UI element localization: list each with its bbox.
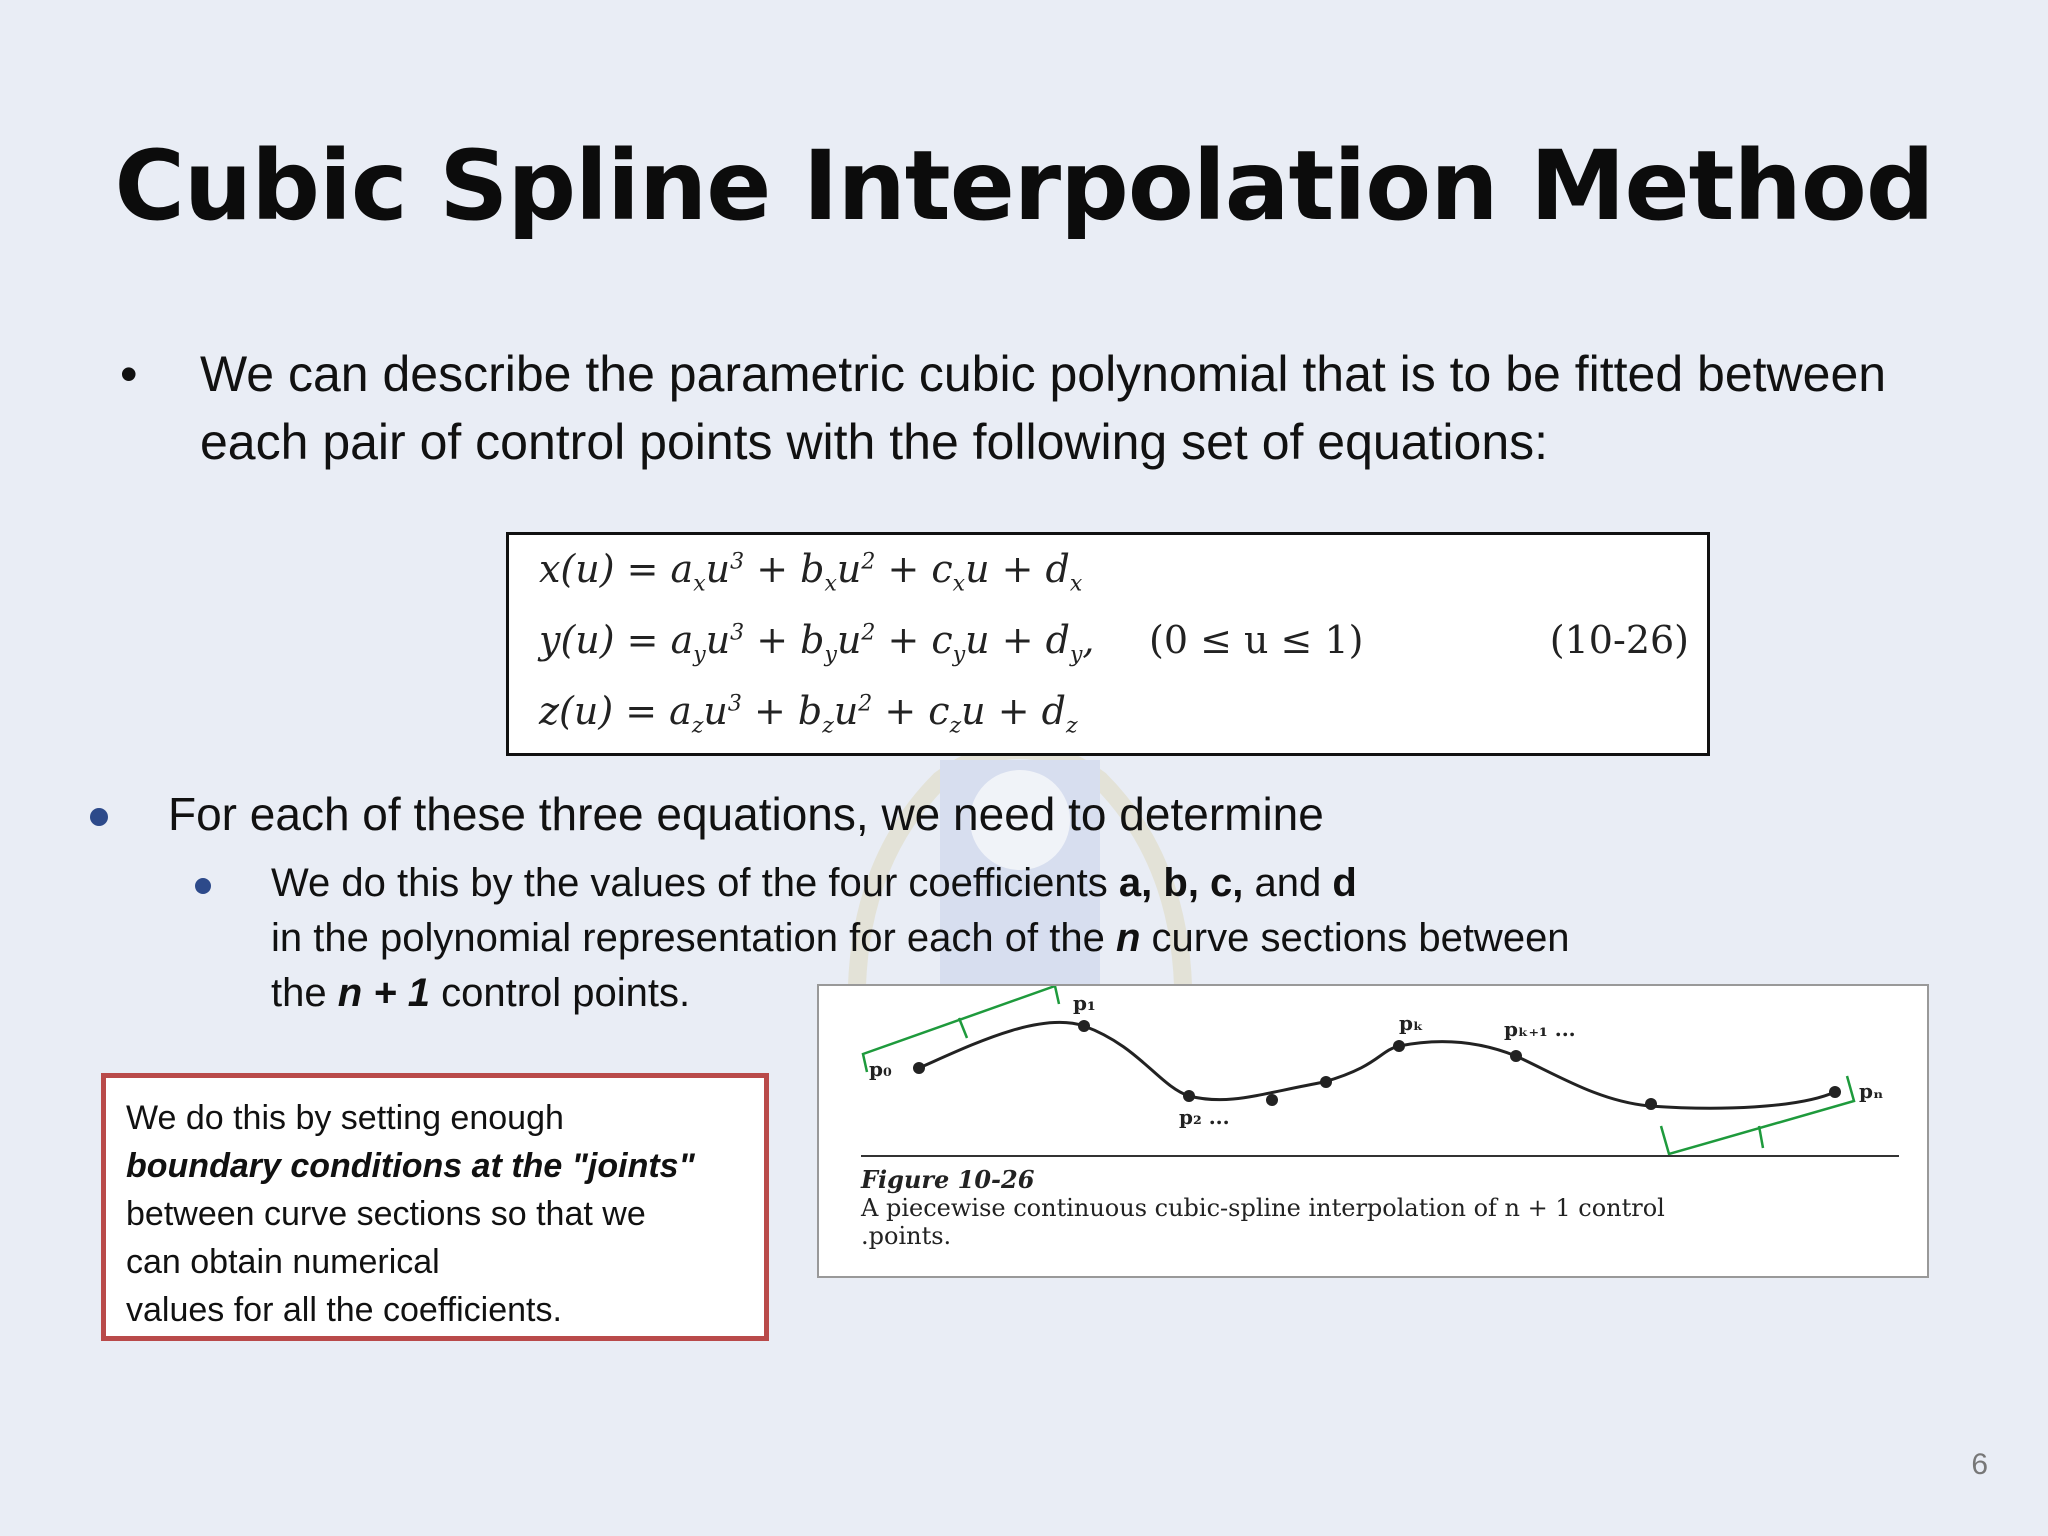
- boundary-note-box: [101, 1073, 769, 1341]
- note-line-3: between curve sections so that we: [126, 1195, 646, 1233]
- green-brace-end: [1661, 1076, 1854, 1154]
- equation-y: $y(u) = a_yu^3 + b_yu^2 + c_yu + d_y$,: [539, 618, 1095, 668]
- bullet-intro-text: We can describe the parametric cubic polynomial that is to be fitted between each pair of control points with the following set of equations:: [200, 346, 1887, 470]
- sub-bullet-dot: [195, 878, 211, 894]
- spline-figure: [817, 984, 1929, 1278]
- slide-title: Cubic Spline Interpolation Method: [114, 130, 1934, 242]
- equation-box: [506, 532, 1710, 756]
- label-p2: p₂ ...: [1179, 1105, 1230, 1129]
- green-brace-start: [863, 986, 1059, 1072]
- page-number: 6: [1971, 1448, 1988, 1481]
- control-point-p2: [1183, 1090, 1195, 1102]
- equation-z: $z(u) = a_zu^3 + b_zu^2 + c_zu + d_z$: [539, 689, 1078, 739]
- control-point-4: [1320, 1076, 1332, 1088]
- sub-text-3: curve sections between: [1151, 916, 1570, 960]
- control-point-p0: [913, 1062, 925, 1074]
- green-brace-end-tip: [1759, 1126, 1763, 1148]
- equation-x: $x(u) = a_xu^3 + b_xu^2 + c_xu + d_x$: [539, 547, 1083, 597]
- bullet-determine-text: For each of these three equations, we need to determine: [168, 788, 1324, 840]
- label-pn: pₙ: [1859, 1079, 1884, 1103]
- label-pk1: pₖ₊₁ ...: [1504, 1017, 1576, 1041]
- spline-curve: [919, 1022, 1835, 1108]
- control-point-pk1: [1510, 1050, 1522, 1062]
- green-brace-start-tip: [959, 1018, 967, 1038]
- note-line-5: values for all the coefficients.: [126, 1291, 562, 1329]
- figure-caption: [861, 1166, 1921, 1250]
- figure-caption-line-2: .points.: [861, 1222, 952, 1250]
- note-line-2: boundary conditions at the "joints": [126, 1147, 695, 1185]
- coef-d: d: [1332, 861, 1357, 905]
- n-var: n: [1115, 916, 1141, 960]
- coef-abc: a, b, c,: [1118, 861, 1244, 905]
- sub-text-1: We do this by the values of the four coefficients: [271, 861, 1108, 905]
- sub-text-4: the: [271, 971, 327, 1015]
- control-point-3: [1266, 1094, 1278, 1106]
- label-pk: pₖ: [1399, 1011, 1424, 1035]
- equation-condition: (0 ≤ u ≤ 1): [1149, 618, 1364, 662]
- label-p1: p₁: [1073, 991, 1096, 1015]
- bullet-marker: •: [120, 346, 138, 402]
- sub-text-2: in the polynomial representation for each of the: [271, 916, 1105, 960]
- figure-label: Figure 10-26: [861, 1165, 1035, 1194]
- note-line-4: can obtain numerical: [126, 1243, 440, 1281]
- sub-text-and: and: [1254, 861, 1322, 905]
- label-p0: p₀: [869, 1057, 892, 1081]
- equation-number: (10-26): [1549, 618, 1689, 662]
- control-point-pk: [1393, 1040, 1405, 1052]
- note-line-1: We do this by setting enough: [126, 1099, 564, 1137]
- n-plus-one: n + 1: [337, 971, 430, 1015]
- bullet-dot: [90, 808, 108, 826]
- figure-caption-line-1: A piecewise continuous cubic-spline interpolation of n + 1 control: [861, 1194, 1665, 1222]
- control-point-7: [1645, 1098, 1657, 1110]
- control-point-pn: [1829, 1086, 1841, 1098]
- sub-text-5: control points.: [441, 971, 691, 1015]
- control-point-p1: [1078, 1020, 1090, 1032]
